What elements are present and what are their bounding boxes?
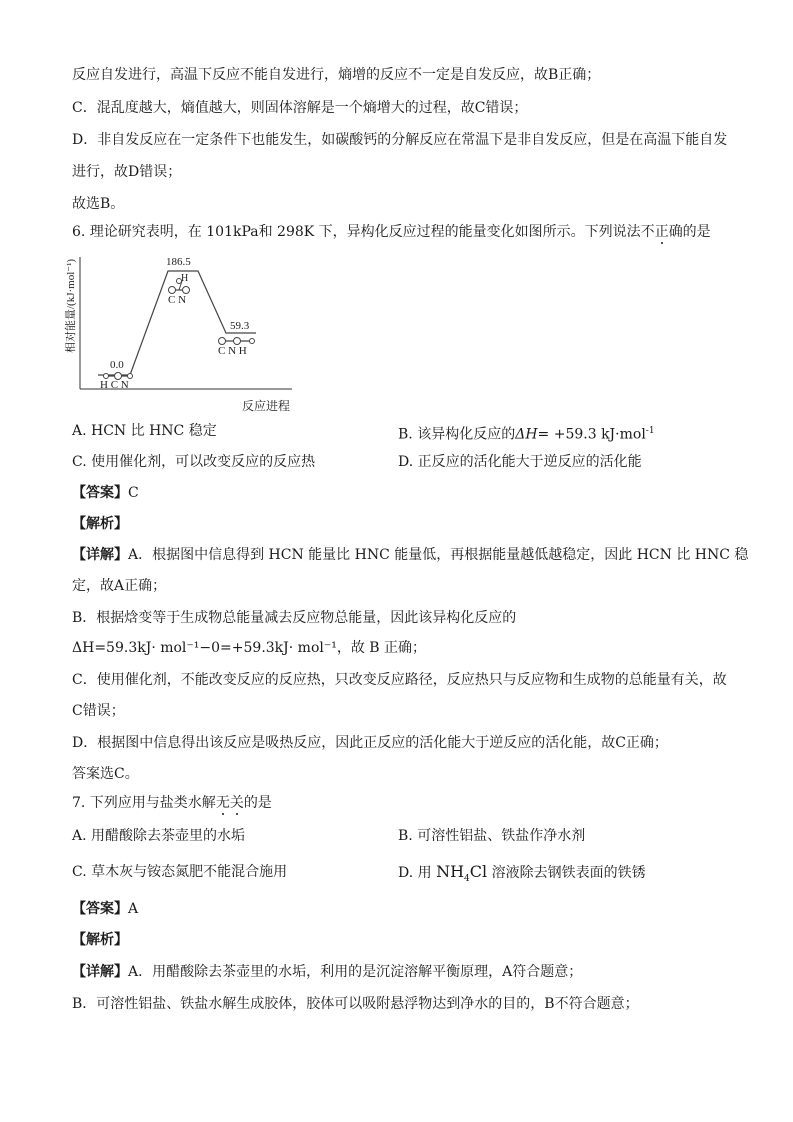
q6-option-b: [398, 421, 655, 445]
level-ts-label: 186.5: [166, 256, 191, 268]
q6-detail-b-1: B．根据焓变等于生成物总能量减去反应物总能量，因此该异构化反应的: [72, 610, 517, 626]
q7-answer-value: A: [128, 901, 139, 917]
q5-conclusion: 故选B。: [72, 196, 125, 212]
y-axis-label: 相对能量/(kJ·mol⁻¹): [65, 258, 77, 353]
q7-option-a: A. 用醋酸除去茶壶里的水垢: [72, 828, 246, 844]
q6-stem-before: 6. 理论研究表明，在 101kPa和 298K 下，异构化反应过程的能量变化如图所示。下列说法不: [72, 224, 655, 240]
q6-detail-a-1: [72, 545, 749, 565]
x-axis-label: 反应进程: [242, 399, 291, 413]
q6-analysis-heading: [72, 514, 732, 534]
q6-option-d: D. 正反应的活化能大于逆反应的活化能: [398, 454, 642, 470]
q6-detail-a-2: 定，故A正确；: [72, 578, 167, 594]
molecule-hnc: [219, 338, 255, 345]
q6-option-b-value: = +59.3 kJ·mol: [537, 426, 646, 443]
q7-detail-a-text: A．用醋酸除去茶壶里的水垢，利用的是沉淀溶解平衡原理，A符合题意；: [128, 964, 583, 980]
q7-option-d-formula-main: NH: [436, 862, 465, 881]
level-end-label: 59.3: [230, 320, 250, 332]
q6-option-b-formula: ΔH: [515, 426, 538, 443]
molecule-hcn-label: H C N: [100, 379, 129, 391]
q7-option-d-prefix: D. 用: [398, 865, 432, 881]
level-start-label: 0.0: [110, 359, 124, 371]
molecule-ts-top-label: H: [181, 273, 189, 284]
q7-detail-a: [72, 962, 732, 982]
q7-option-d-formula-sub: 4: [464, 873, 470, 884]
q7-option-d-formula-tail: Cl: [469, 862, 488, 881]
q6-analysis-label: 【解析】: [72, 516, 128, 532]
q7-stem: [72, 793, 732, 813]
q6-conclusion: 答案选C。: [72, 766, 139, 782]
q7-option-b: B. 可溶性铝盐、铁盐作净水剂: [398, 828, 586, 844]
q5-option-c-explanation: C．混乱度越大，熵值越大，则固体溶解是一个熵增大的过程，故C错误；: [72, 100, 528, 116]
q6-detail-label: 【详解】: [72, 547, 128, 563]
q6-answer-label: 【答案】: [72, 485, 128, 501]
energy-diagram: [65, 253, 300, 415]
molecule-ts-label: C N: [168, 294, 187, 306]
q7-stem-emphasis-2: 关: [229, 795, 244, 811]
q7-answer: [72, 899, 732, 919]
molecule-hnc-label: C N H: [218, 345, 247, 357]
q7-option-c: C. 草木灰与铵态氮肥不能混合施用: [72, 864, 288, 880]
q6-answer-value: C: [128, 485, 139, 501]
q6-option-a: A. HCN 比 HNC 稳定: [72, 423, 217, 439]
q6-detail-c-2: C错误；: [72, 703, 125, 719]
q7-stem-after: 的是: [243, 795, 272, 811]
q6-stem-emphasis: 正: [654, 224, 669, 240]
q6-stem-after: 确的是: [668, 224, 711, 240]
q5-text-line-1: 反应自发进行，高温下反应不能自发进行，熵增的反应不一定是自发反应，故B正确；: [72, 67, 601, 83]
q7-detail-b: B．可溶性铝盐、铁盐水解生成胶体，胶体可以吸附悬浮物达到净水的目的，B不符合题意；: [72, 996, 639, 1012]
q6-stem: [72, 222, 732, 242]
q7-stem-emphasis-1: 无: [215, 795, 230, 811]
q7-analysis-heading: [72, 930, 732, 950]
q6-detail-c-1: C．使用催化剂，不能改变反应的反应热，只改变反应路径，反应热只与反应物和生成物的总能量有关，故: [72, 672, 727, 688]
q7-option-d: [398, 862, 646, 889]
q6-detail-b-2: ΔH=59.3kJ· mol⁻¹−0=+59.3kJ· mol⁻¹，故 B 正确；: [72, 640, 427, 656]
q6-option-c: C. 使用催化剂，可以改变反应的反应热: [72, 454, 316, 470]
q6-detail-a-text: A．根据图中信息得到 HCN 能量比 HNC 能量低，再根据能量越低越稳定，因此 HCN 比 HNC 稳: [128, 547, 749, 563]
q5-option-d-explanation: D．非自发反应在一定条件下也能发生，如碳酸钙的分解反应在常温下是非自发反应，但是在高温下能自发: [72, 132, 728, 148]
q5-option-d-explanation-cont: 进行，故D错误；: [72, 164, 182, 180]
q7-option-d-suffix: 溶液除去钢铁表面的铁锈: [491, 865, 646, 881]
q7-stem-before: 7. 下列应用与盐类水解: [72, 795, 216, 811]
q6-option-b-sup: -1: [645, 426, 655, 436]
q7-detail-label: 【详解】: [72, 964, 128, 980]
q6-detail-d: D．根据图中信息得出该反应是吸热反应，因此正反应的活化能大于逆反应的活化能，故C正确；: [72, 735, 668, 751]
q7-analysis-label: 【解析】: [72, 932, 128, 948]
q6-answer: [72, 483, 732, 503]
q7-answer-label: 【答案】: [72, 901, 128, 917]
q6-option-b-prefix: B. 该异构化反应的: [398, 426, 516, 443]
